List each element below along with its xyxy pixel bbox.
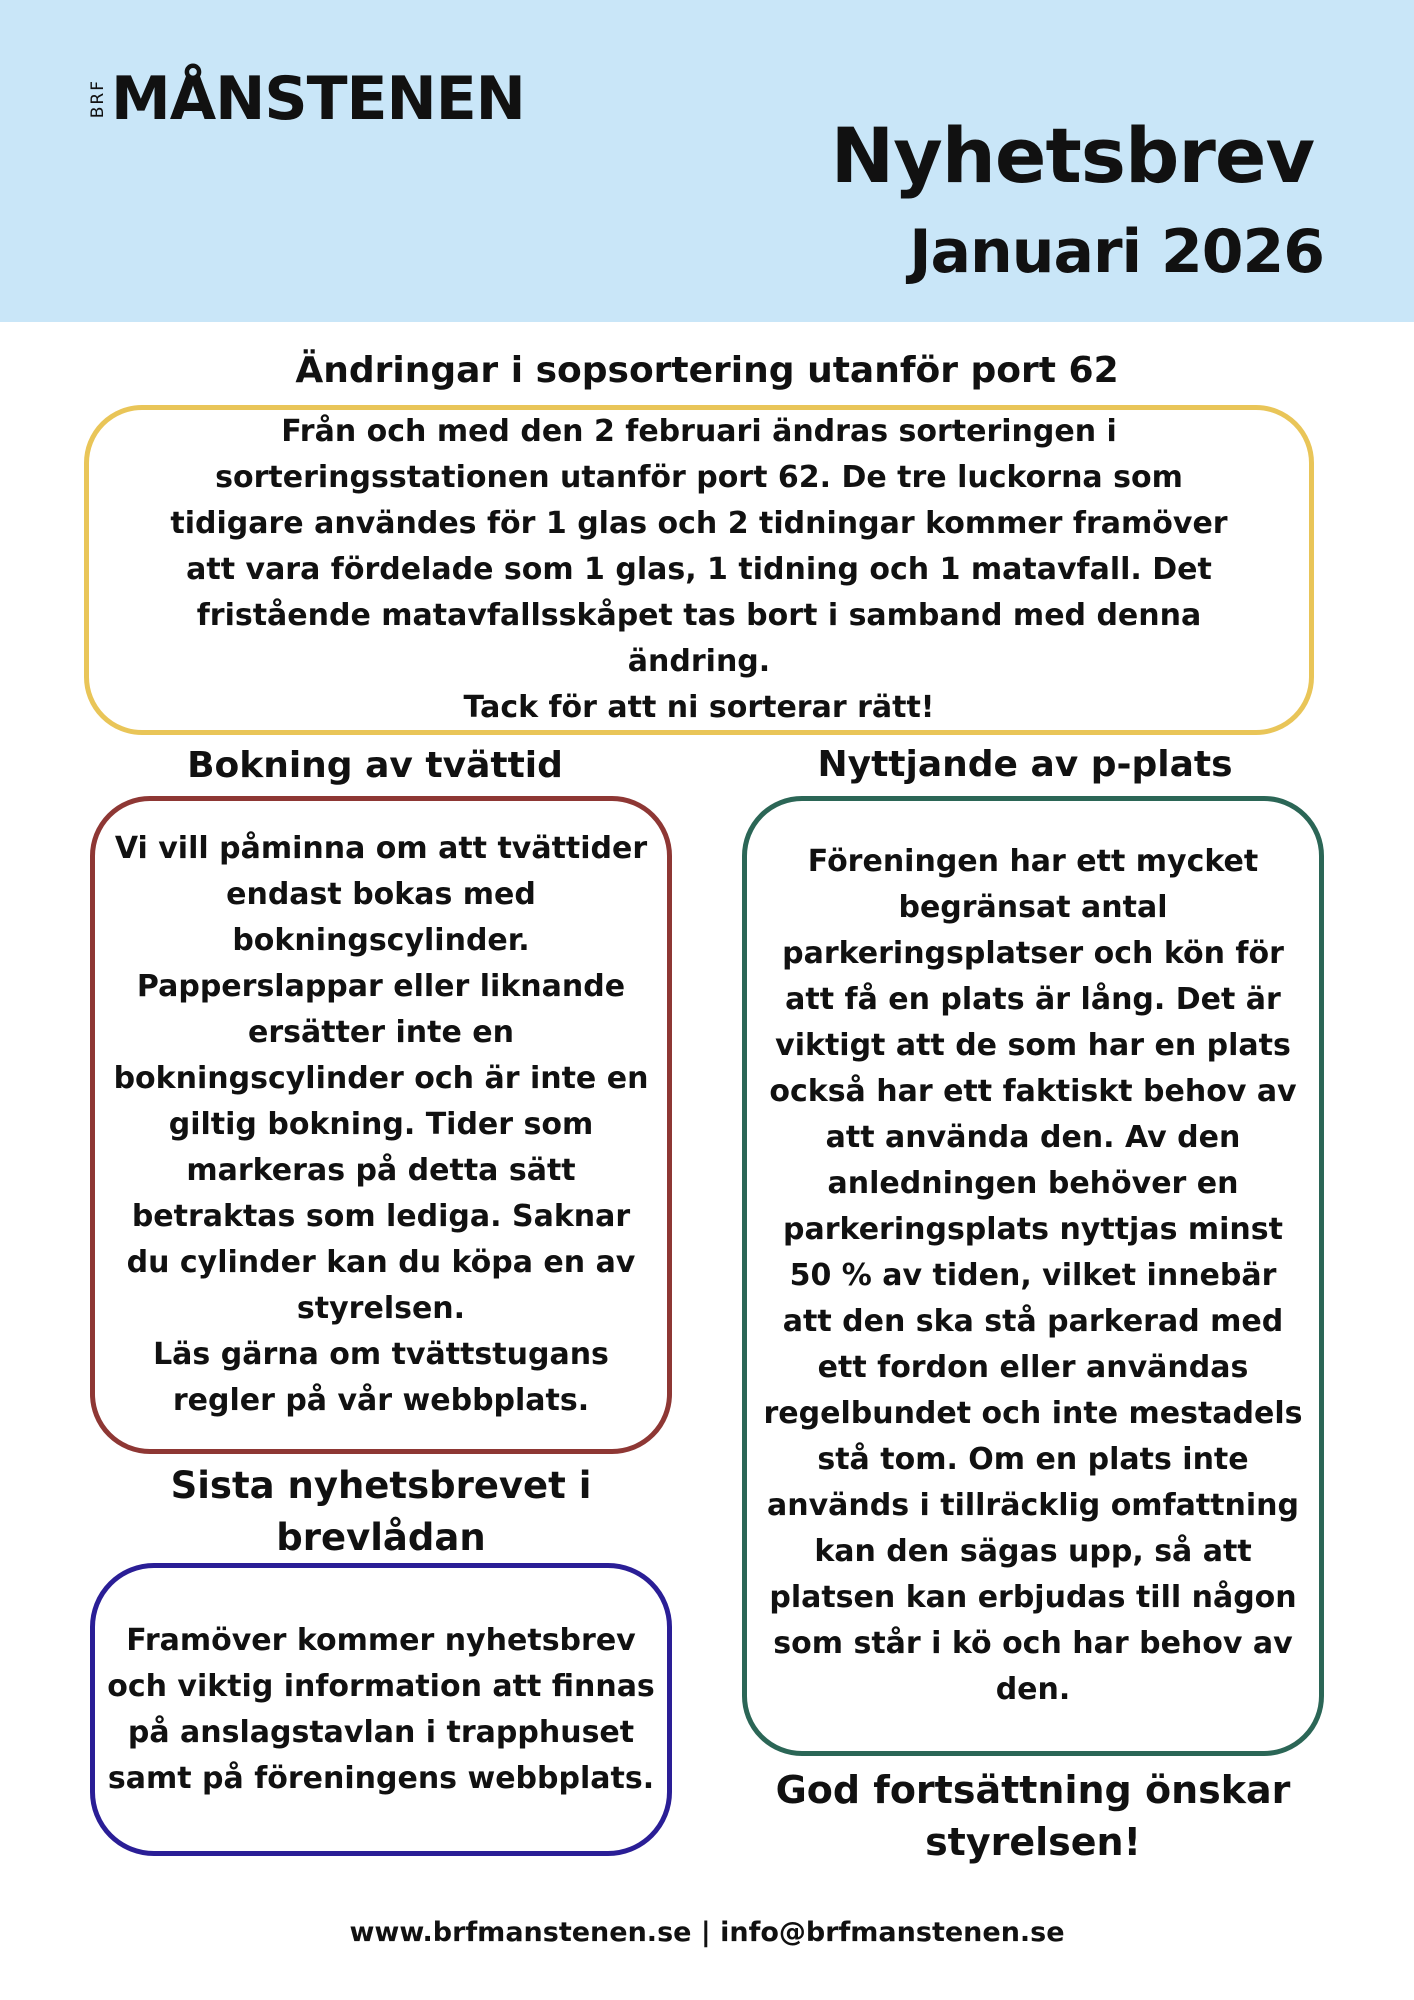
pplats-heading: Nyttjande av p-plats <box>817 744 1233 785</box>
footer-website-link[interactable]: www.brfmanstenen.se <box>349 1917 692 1948</box>
tvattid-body: Vi vill påminna om att tvättider endast bokas med bokningscylinder. Papperslappar eller liknande ersätter inte en bokningscylinder och är inte en giltig bokning. Tider som markeras på detta sätt betraktas som lediga. Saknar du cylinder kan du köpa en av styrelsen. <box>113 831 649 1326</box>
sopsortering-box <box>84 405 1314 735</box>
sopsortering-body: Från och med den 2 februari ändras sorteringen i sorteringsstationen utanför port 62. De tre luckorna som tidigare användes för 1 glas och 2 tidningar kommer framöver att vara fördelade som 1 glas, 1 tidning och 1 matavfall. Det fristående matavfallsskåpet tas bort i samband med denna ändring. <box>170 414 1228 679</box>
footer-separator: | <box>700 1917 711 1948</box>
tvattid-heading: Bokning av tvättid <box>187 745 563 786</box>
sista-nyhetsbrevet-body: Framöver kommer nyhetsbrev och viktig information att finnas på anslagstavlan i trapphuset samt på föreningens webbplats. <box>107 1622 655 1796</box>
sista-nyhetsbrevet-text <box>101 1618 661 1802</box>
tvattid-box <box>90 796 672 1454</box>
newsletter-date: Januari 2026 <box>909 217 1324 287</box>
pplats-text <box>763 839 1303 1713</box>
pplats-body: Föreningen har ett mycket begränsat antal parkeringsplatser och kön för att få en plats är lång. Det är viktigt att de som har en plats också har ett faktiskt behov av att använda den. Av den anledningen behöver en parkeringsplats nyttjas minst 50 % av tiden, vilket innebär att den ska stå parkerad med ett fordon eller användas regelbundet och inte mestadels stå tom. Om en plats inte används i tillräcklig omfattning kan den sägas upp, så att platsen kan erbjudas till någon som står i kö och har behov av den. <box>763 844 1303 1707</box>
brf-logo <box>90 64 525 134</box>
footer-contact <box>0 1917 1414 1948</box>
tvattid-body-end: Läs gärna om tvättstugans regler på vår webbplats. <box>153 1337 609 1418</box>
footer-email-link[interactable]: info@brfmanstenen.se <box>720 1917 1065 1948</box>
sopsortering-body-end: Tack för att ni sorterar rätt! <box>463 690 935 725</box>
sopsortering-heading: Ändringar i sopsortering utanför port 62 <box>295 350 1119 391</box>
header-banner <box>0 0 1414 322</box>
newsletter-title: Nyhetsbrev <box>830 111 1314 200</box>
logo-name: MÅNSTENEN <box>111 64 525 134</box>
pplats-box <box>742 796 1324 1756</box>
logo-prefix: BRF <box>88 79 108 119</box>
sista-nyhetsbrevet-heading: Sista nyhetsbrevet i brevlådan <box>170 1464 592 1559</box>
tvattid-text <box>111 826 651 1424</box>
closing-greeting: God fortsättning önskar styrelsen! <box>775 1768 1291 1864</box>
sopsortering-text <box>144 409 1254 731</box>
sista-nyhetsbrevet-box <box>90 1563 672 1856</box>
